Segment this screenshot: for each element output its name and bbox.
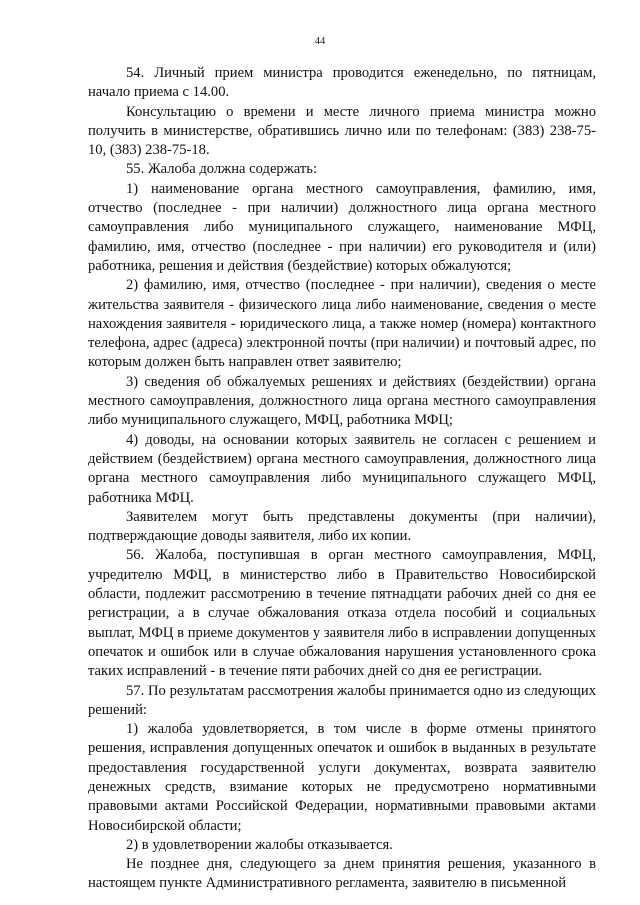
paragraph: 3) сведения об обжалуемых решениях и действиях (бездействии) органа местного самоуправления, должностного лица органа местного самоуправления либо муниципального служащего, МФЦ, работника МФЦ; bbox=[88, 373, 596, 429]
paragraph: 54. Личный прием министра проводится еженедельно, по пятницам, начало приема с 14.00. bbox=[88, 65, 596, 101]
document-body bbox=[88, 64, 596, 894]
paragraph: Заявителем могут быть представлены документы (при наличии), подтверждающие доводы заявителя, либо их копии. bbox=[88, 508, 596, 545]
paragraph: 55. Жалоба должна содержать: bbox=[126, 161, 317, 178]
paragraph: 2) фамилию, имя, отчество (последнее - при наличии), сведения о месте жительства заявителя - физического лица либо наименование, сведения о месте нахождения заявителя - юридического лица, а также номер (номера) контактного телефона, адрес (адреса) электронной почты (при наличии) и почтовый адрес, по которым должен быть направлен ответ заявителю; bbox=[88, 277, 596, 371]
paragraph: 1) жалоба удовлетворяется, в том числе в форме отмены принятого решения, исправления допущенных опечаток и ошибок в выданных в результате предоставления государственной услуги документах, возврата заявителю денежных средств, взимание которых не предусмотрено нормативными правовыми актами Российской Федерации, нормативными правовыми актами Новосибирской области; bbox=[88, 721, 596, 834]
page-number: 44 bbox=[314, 36, 326, 47]
paragraph: 2) в удовлетворении жалобы отказывается. bbox=[126, 836, 393, 853]
paragraph: 56. Жалоба, поступившая в орган местного самоуправления, МФЦ, учредителю МФЦ, в министерство либо в Правительство Новосибирской области, подлежит рассмотрению в течение пятнадцати рабочих дней со дня ее регистрации, а в случае обжалования отказа отдела пособий и социальных выплат, МФЦ в приеме документов у заявителя либо в исправлении допущенных опечаток и ошибок или в случае обжалования нарушения установленного срока таких исправлений - в течение пяти рабочих дней со дня ее регистрации. bbox=[88, 547, 596, 680]
paragraph: 4) доводы, на основании которых заявитель не согласен с решением и действием (бездействием) органа местного самоуправления, должностного лица органа местного самоуправления либо муниципального служащего МФЦ, работника МФЦ. bbox=[88, 431, 596, 506]
paragraph: Не позднее дня, следующего за днем принятия решения, указанного в настоящем пункте Административного регламента, заявителю в письменной bbox=[88, 856, 596, 892]
paragraph: Консультацию о времени и месте личного приема министра можно получить в министерстве, обратившись лично или по телефонам: (383) 238-75-10, (383) 238-75-18. bbox=[88, 103, 596, 159]
paragraph: 57. По результатам рассмотрения жалобы принимается одно из следующих решений: bbox=[88, 682, 596, 718]
paragraph: 1) наименование органа местного самоуправления, фамилию, имя, отчество (последнее - при наличии) должностного лица органа местного самоуправления либо муниципального служащего, наименование МФЦ, фамилию, имя, отчество (последнее - при наличии) его руководителя и (или) работника, решения и действия (бездействие) которых обжалуются; bbox=[88, 180, 596, 274]
